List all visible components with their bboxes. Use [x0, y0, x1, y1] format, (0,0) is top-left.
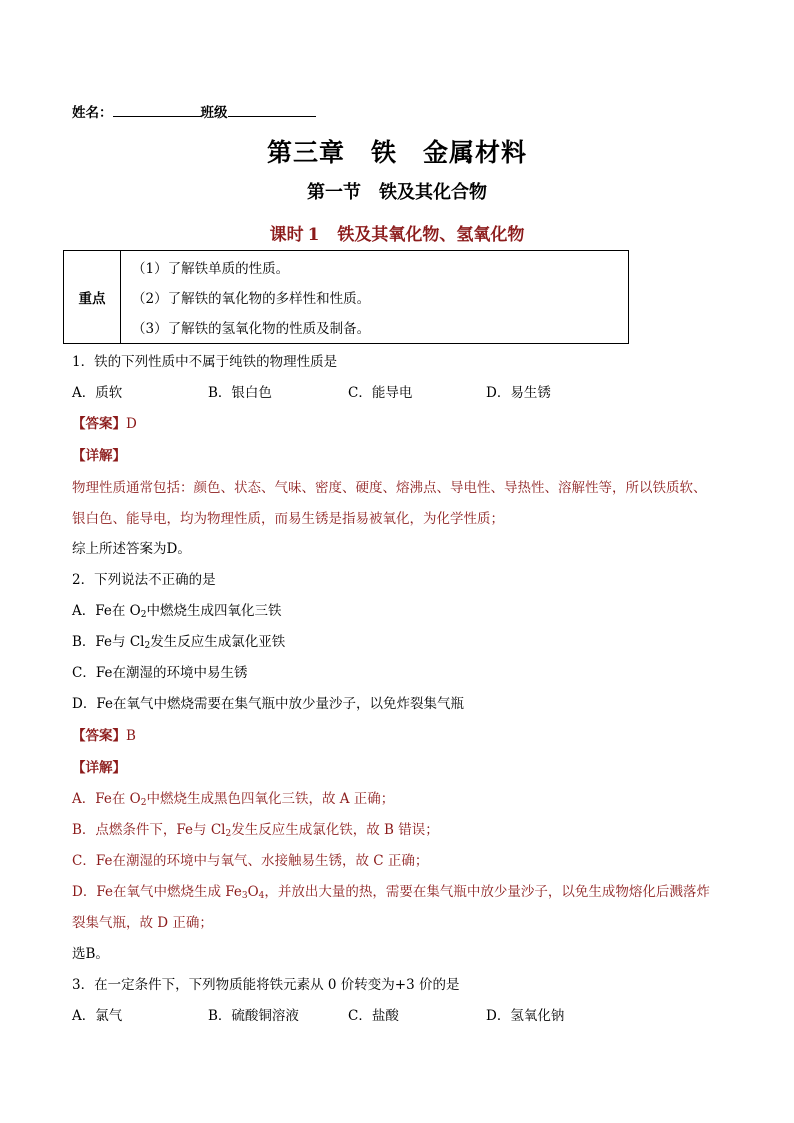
question-2-detail-a	[72, 789, 722, 809]
question-2-detail-c: C．Fe在潮湿的环境中与氧气、水接触易生锈，故 C 正确；	[72, 853, 429, 869]
option-a: A．氯气	[72, 1008, 123, 1024]
question-2-detail-label: 【详解】	[72, 760, 126, 776]
question-2-detail-d-cont: 裂集气瓶，故 D 正确；	[72, 915, 213, 931]
name-blank	[113, 102, 201, 117]
question-2-answer	[72, 726, 722, 746]
option-a-text-2: 中燃烧生成四氧化三铁	[146, 603, 282, 619]
question-3-stem: 3．在一定条件下，下列物质能将铁元素从 0 价转变为+3 价的是	[72, 977, 460, 993]
section-title: 第一节 铁及其化合物	[307, 182, 487, 203]
detail-text: A．Fe在 O	[72, 791, 141, 807]
subscript: 2	[140, 798, 147, 808]
student-info-line	[72, 101, 316, 121]
question-2-option-c: C．Fe在潮湿的环境中易生锈	[72, 665, 248, 681]
question-2-option-b	[72, 632, 722, 652]
subscript: 3	[241, 891, 248, 901]
key-point-item: （2）了解铁的氧化物的多样性和性质。	[132, 291, 371, 307]
question-2-option-d: D．Fe在氧气中燃烧需要在集气瓶中放少量沙子，以免炸裂集气瓶	[72, 696, 464, 712]
question-1-answer	[72, 414, 722, 434]
detail-text: D．Fe在氧气中燃烧生成 Fe	[72, 884, 242, 900]
option-b-text: B．Fe与 Cl	[72, 634, 145, 650]
class-label: 班级	[200, 105, 228, 121]
detail-text-mid: O	[247, 884, 259, 900]
key-points-label: 重点	[64, 251, 121, 343]
option-a-text: A．Fe在 O	[72, 603, 141, 619]
detail-text-2: 中燃烧生成黑色四氧化三铁，故 A 正确；	[146, 791, 395, 807]
lesson-title	[0, 220, 794, 245]
class-blank	[228, 102, 316, 117]
lesson-prefix: 课时	[269, 225, 304, 245]
option-b-text-2: 发生反应生成氯化亚铁	[150, 634, 286, 650]
question-1-conclusion: 综上所述答案为D。	[72, 541, 191, 557]
question-1-detail-line: 物理性质通常包括：颜色、状态、气味、密度、硬度、熔沸点、导电性、导热性、溶解性等，所以铁质软、	[72, 480, 707, 496]
answer-label: 【答案】	[72, 416, 126, 432]
answer-label: 【答案】	[72, 728, 126, 744]
option-b: B．硫酸铜溶液	[208, 1008, 299, 1024]
answer-value: B	[126, 728, 136, 744]
question-2-detail-d	[72, 882, 722, 902]
question-2-option-a	[72, 601, 722, 621]
subscript: 4	[258, 891, 265, 901]
question-2-conclusion: 选B。	[72, 946, 109, 962]
lesson-number: 1	[307, 225, 320, 245]
key-point-item: （3）了解铁的氢氧化物的性质及制备。	[132, 321, 371, 337]
option-c: C．能导电	[348, 385, 413, 401]
question-2-stem: 2．下列说法不正确的是	[72, 572, 216, 588]
key-point-item: （1）了解铁单质的性质。	[132, 261, 290, 277]
option-b: B．银白色	[208, 385, 272, 401]
subscript: 2	[144, 641, 151, 651]
question-2-detail-b	[72, 820, 722, 840]
answer-value: D	[126, 416, 137, 432]
question-1-detail-label: 【详解】	[72, 448, 126, 464]
option-d: D．易生锈	[486, 385, 551, 401]
detail-text-2: 发生反应生成氯化铁，故 B 错误；	[231, 822, 439, 838]
option-a: A．质软	[72, 385, 123, 401]
question-1-stem: 1．铁的下列性质中不属于纯铁的物理性质是	[72, 354, 338, 370]
chapter-title: 第三章 铁 金属材料	[266, 138, 527, 167]
detail-text: B．点燃条件下，Fe与 Cl	[72, 822, 226, 838]
detail-text-2: ，并放出大量的热，需要在集气瓶中放少量沙子，以免生成物熔化后溅落炸	[264, 884, 710, 900]
subscript: 2	[225, 829, 232, 839]
subscript: 2	[140, 610, 147, 620]
name-label: 姓名：	[72, 105, 113, 121]
option-d: D．氢氧化钠	[486, 1008, 565, 1024]
option-c: C．盐酸	[348, 1008, 399, 1024]
key-points-box	[63, 250, 629, 344]
question-1-detail-line: 银白色、能导电，均为物理性质，而易生锈是指易被氧化，为化学性质；	[72, 511, 504, 527]
lesson-name: 铁及其氧化物、氢氧化物	[337, 225, 525, 245]
